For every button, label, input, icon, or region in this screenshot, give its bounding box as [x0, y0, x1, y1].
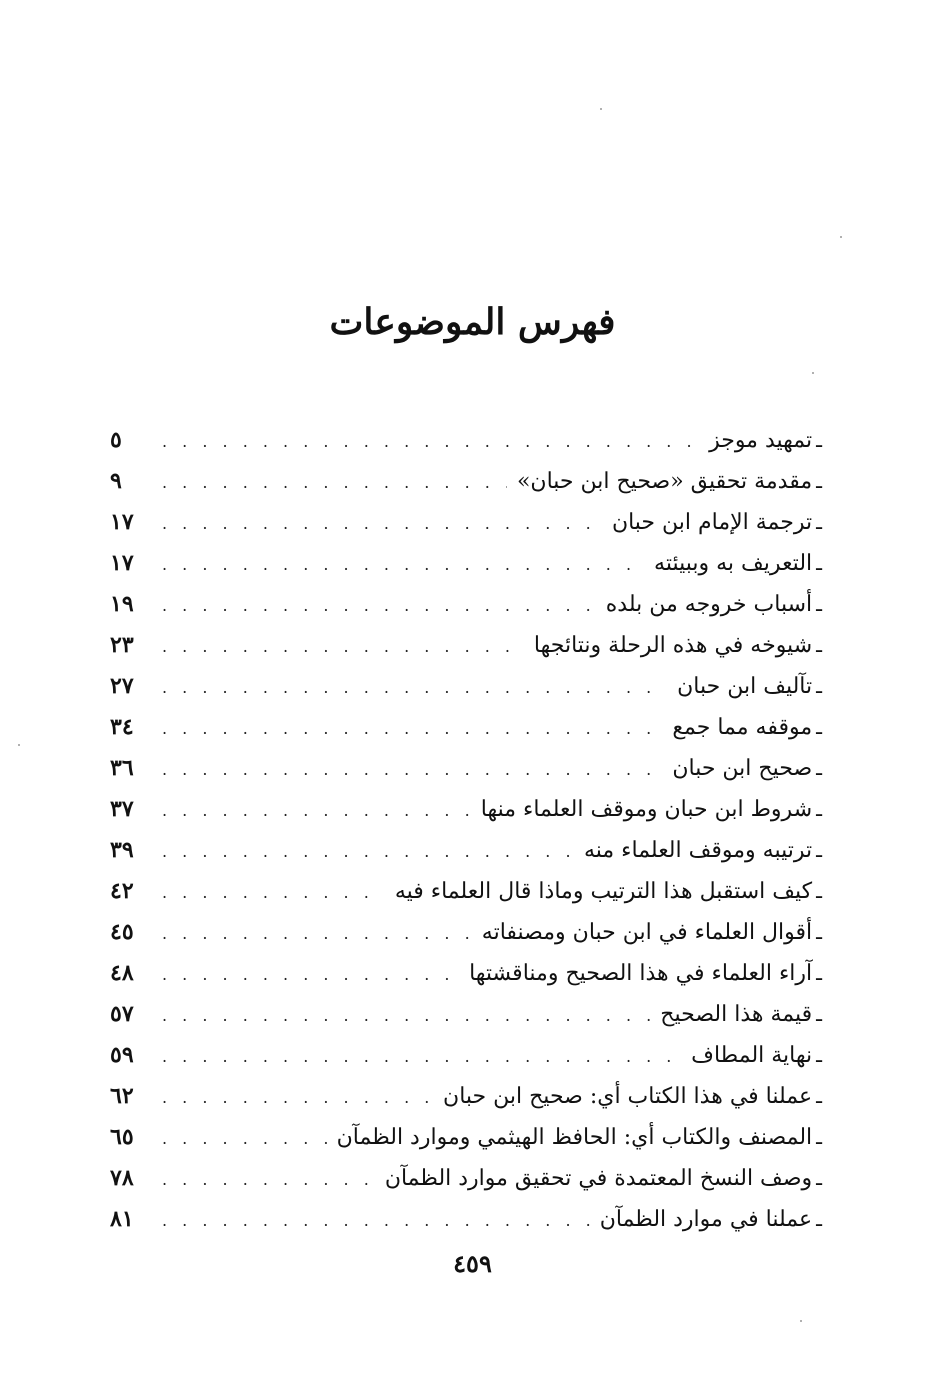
toc-entry	[110, 666, 822, 707]
entry-dash: ـ	[816, 1043, 822, 1067]
entry-title: تمهيد موجز	[709, 428, 813, 453]
entry-dash: ـ	[816, 428, 822, 452]
leader-dots	[162, 708, 662, 749]
entry-page-number: ٦٢	[110, 1083, 134, 1109]
toc-entry	[110, 543, 822, 584]
leader-dots	[162, 626, 524, 667]
entry-title: ترتيبه وموقف العلماء منه	[583, 838, 813, 863]
entry-dash: ـ	[816, 756, 822, 780]
toc-entry	[110, 789, 822, 830]
toc-entry	[110, 994, 822, 1035]
entry-page-number: ١٧	[110, 550, 134, 576]
leader-dots	[162, 503, 602, 544]
leader-dots	[162, 667, 667, 708]
toc-entry	[110, 461, 822, 502]
paper-speck	[840, 236, 842, 238]
leader-dots	[162, 831, 574, 872]
toc-entry	[110, 502, 822, 543]
toc-entry	[110, 625, 822, 666]
entry-title: قيمة هذا الصحيح	[660, 1002, 813, 1027]
toc-entry	[110, 707, 822, 748]
entry-dash: ـ	[816, 1084, 822, 1108]
leader-dots	[162, 462, 507, 503]
paper-speck	[18, 744, 20, 746]
entry-title: التعريف به وببيئته	[654, 551, 813, 576]
entry-dash: ـ	[816, 1166, 822, 1190]
toc-entry	[110, 1158, 822, 1199]
toc-entry	[110, 1199, 822, 1240]
toc-entry	[110, 1076, 822, 1117]
toc-entry	[110, 584, 822, 625]
entry-dash: ـ	[816, 879, 822, 903]
entry-title: المصنف والكتاب أي: الحافظ الهيثمي وموارد الظمآن	[336, 1125, 813, 1150]
entry-title: آراء العلماء في هذا الصحيح ومناقشتها	[469, 961, 813, 986]
entry-title: وصف النسخ المعتمدة في تحقيق موارد الظمآن	[384, 1166, 813, 1191]
entry-title: عملنا في موارد الظمآن	[599, 1207, 813, 1232]
entry-page-number: ٨١	[110, 1206, 134, 1232]
toc-entry	[110, 912, 822, 953]
entry-dash: ـ	[816, 592, 822, 616]
leader-dots	[162, 954, 459, 995]
entry-title: تآليف ابن حبان	[677, 674, 813, 699]
entry-title: أسباب خروجه من بلده	[605, 592, 813, 617]
leader-dots	[162, 544, 644, 585]
leader-dots	[162, 421, 699, 462]
entry-dash: ـ	[816, 551, 822, 575]
entry-title: شروط ابن حبان وموقف العلماء منها	[480, 797, 813, 822]
entry-title: شيوخه في هذه الرحلة ونتائجها	[533, 633, 813, 658]
leader-dots	[162, 1118, 327, 1159]
entry-dash: ـ	[816, 961, 822, 985]
entry-page-number: ٥٩	[110, 1042, 134, 1068]
entry-page-number: ١٧	[110, 509, 134, 535]
entry-page-number: ٤٥	[110, 919, 134, 945]
toc-entry	[110, 748, 822, 789]
table-of-contents	[110, 420, 822, 1240]
leader-dots	[162, 872, 385, 913]
toc-entry	[110, 830, 822, 871]
leader-dots	[162, 1036, 681, 1077]
paper-speck	[800, 1320, 802, 1322]
leader-dots	[162, 1159, 375, 1200]
entry-title: نهاية المطاف	[691, 1043, 813, 1068]
entry-page-number: ٣٧	[110, 796, 134, 822]
entry-page-number: ٧٨	[110, 1165, 134, 1191]
entry-page-number: ٥	[110, 427, 122, 453]
entry-dash: ـ	[816, 715, 822, 739]
entry-dash: ـ	[816, 838, 822, 862]
entry-title: مقدمة تحقيق «صحيح ابن حبان»	[516, 469, 813, 494]
leader-dots	[162, 1200, 590, 1241]
page-title: فهرس الموضوعات	[329, 301, 616, 344]
entry-title: عملنا في هذا الكتاب أي: صحيح ابن حبان	[443, 1084, 813, 1109]
entry-page-number: ٤٨	[110, 960, 134, 986]
entry-title: كيف استقبل هذا الترتيب وماذا قال العلماء فيه	[394, 879, 813, 904]
toc-entry	[110, 1035, 822, 1076]
toc-entry	[110, 871, 822, 912]
entry-page-number: ٩	[110, 468, 122, 494]
entry-page-number: ٤٢	[110, 878, 134, 904]
entry-dash: ـ	[816, 674, 822, 698]
entry-dash: ـ	[816, 920, 822, 944]
leader-dots	[162, 1077, 433, 1118]
entry-page-number: ٣٦	[110, 755, 134, 781]
entry-page-number: ١٩	[110, 591, 134, 617]
paper-speck	[812, 372, 814, 374]
entry-dash: ـ	[816, 469, 822, 493]
entry-title: أقوال العلماء في ابن حبان ومصنفاته	[481, 920, 813, 945]
entry-dash: ـ	[816, 510, 822, 534]
entry-title: صحيح ابن حبان	[672, 756, 813, 781]
entry-page-number: ٥٧	[110, 1001, 134, 1027]
leader-dots	[162, 913, 472, 954]
entry-dash: ـ	[816, 1125, 822, 1149]
entry-title: ترجمة الإمام ابن حبان	[611, 510, 813, 535]
toc-entry	[110, 953, 822, 994]
paper-speck	[600, 108, 602, 110]
entry-page-number: ٦٥	[110, 1124, 134, 1150]
entry-page-number: ٣٩	[110, 837, 134, 863]
entry-dash: ـ	[816, 1207, 822, 1231]
entry-dash: ـ	[816, 633, 822, 657]
entry-title: موقفه مما جمع	[672, 715, 813, 740]
toc-entry	[110, 420, 822, 461]
leader-dots	[162, 749, 662, 790]
leader-dots	[162, 995, 650, 1036]
page-number: ٤٥٩	[453, 1249, 492, 1278]
entry-page-number: ٢٣	[110, 632, 134, 658]
entry-dash: ـ	[816, 797, 822, 821]
toc-entry	[110, 1117, 822, 1158]
entry-page-number: ٣٤	[110, 714, 134, 740]
entry-dash: ـ	[816, 1002, 822, 1026]
leader-dots	[162, 585, 596, 626]
leader-dots	[162, 790, 471, 831]
entry-page-number: ٢٧	[110, 673, 134, 699]
